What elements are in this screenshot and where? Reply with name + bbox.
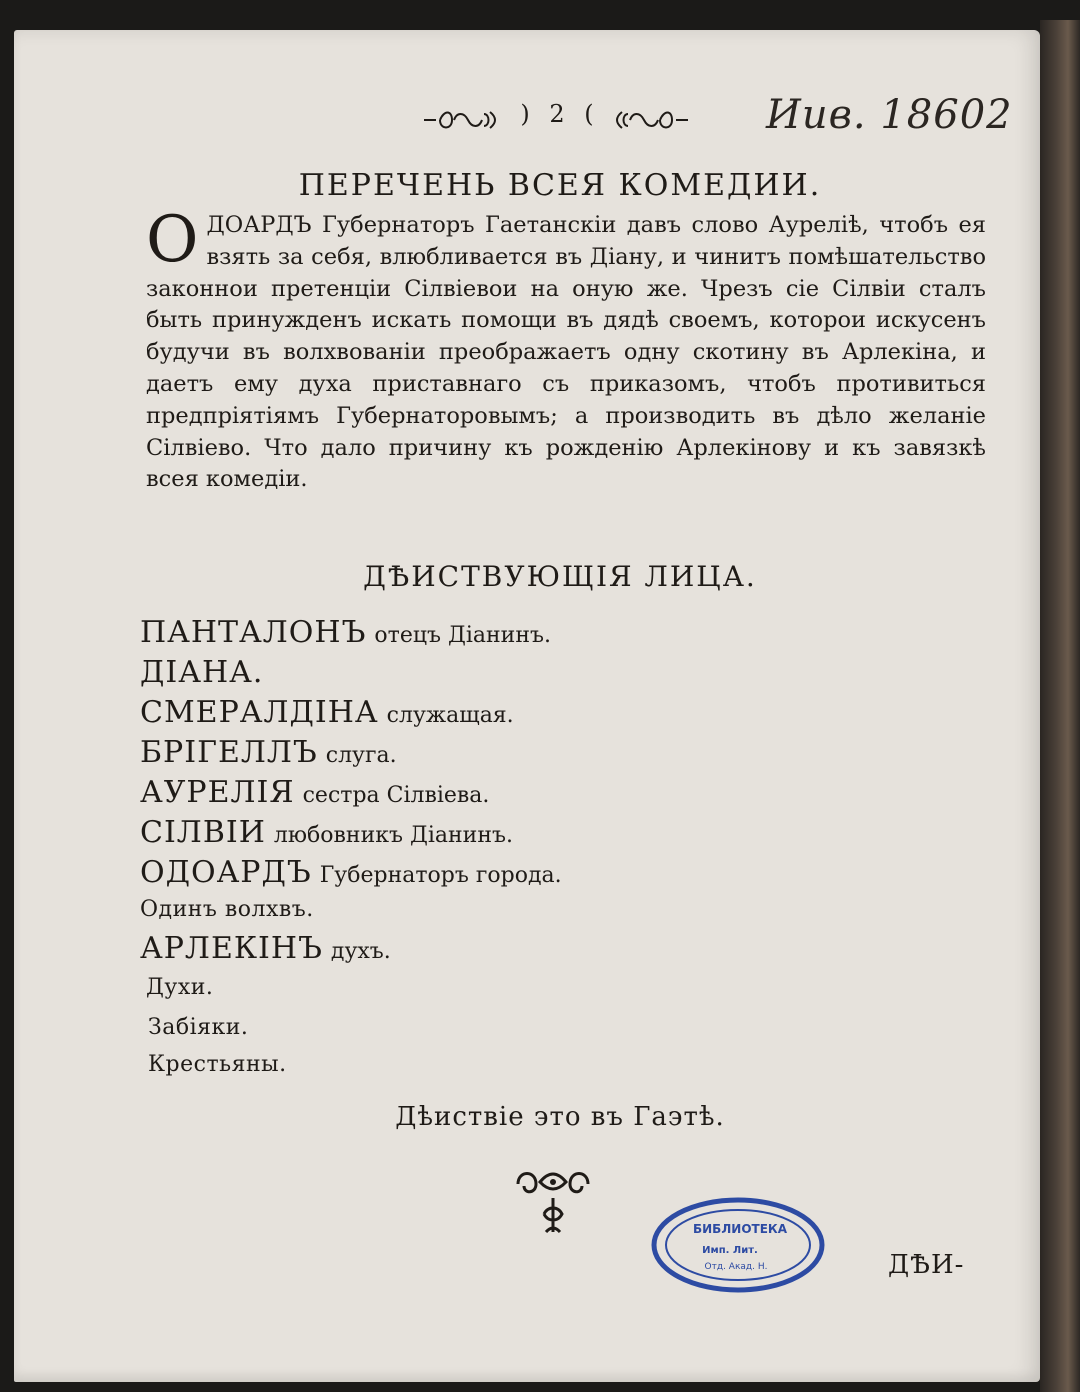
role-name: СМЕРАЛДIНА	[140, 695, 379, 730]
drop-cap: О	[146, 203, 199, 277]
cast-entry	[140, 735, 397, 770]
role-name: Одинъ волхвъ.	[140, 897, 314, 922]
cast-entry	[146, 975, 213, 1000]
catchword: ДѢИ-	[888, 1250, 965, 1280]
role-description: отецъ Дiанинъ.	[374, 623, 551, 648]
page-number: ) 2 (	[520, 100, 600, 128]
book-binding-edge	[1040, 20, 1080, 1392]
role-name: Забiяки.	[148, 1015, 249, 1040]
tailpiece-ornament-icon	[508, 1162, 598, 1242]
cast-entry	[140, 775, 489, 810]
right-ornament-icon	[610, 108, 690, 132]
role-description: любовникъ Дiанинъ.	[273, 823, 513, 848]
setting-line: Дѣиствiе это въ Гаэтѣ.	[395, 1102, 725, 1132]
cast-entry	[148, 1052, 287, 1077]
cast-entry	[140, 897, 322, 922]
cast-entry	[140, 615, 551, 650]
stamp-line-2: Имп. Лит.	[702, 1245, 758, 1256]
role-description: служащая.	[386, 703, 514, 728]
page-title: ПЕРЕЧЕНЬ ВСЕЯ КОМЕДИИ.	[298, 168, 822, 203]
cast-heading: ДѢИСТВУЮЩIЯ ЛИЦА.	[363, 560, 757, 593]
role-name: АУРЕЛIЯ	[140, 775, 295, 810]
stamp-line-1: БИБЛИОТЕКА	[692, 1222, 788, 1236]
argument-text: ДОАРДЪ Губернаторъ Гаетанскiи давъ слово Аурелiѣ, чтобъ ея взять за себя, влюбливается въ Дiану, и чинитъ помѣшательство законнои претенцiи Сiлвiевои на оную же. Чрезъ сiе Сiлвiи сталъ быть принужденъ искать помощи въ дядѣ своемъ, которои искусенъ будучи въ волхвованiи преображаетъ одну скотину въ Арлекiна, и даетъ ему духа приставнаго съ приказомъ, чтобъ противиться предпрiятiямъ Губернаторовымъ; а производить въ дѣло желанiе Сiлвiево. Что дало причину къ рожденiю Арлекiнову и къ завязкѣ всея комедiи.	[146, 212, 986, 493]
cast-entry	[140, 695, 514, 730]
role-name: Крестьяны.	[148, 1052, 287, 1077]
page-header	[410, 100, 710, 140]
cast-entry	[148, 1015, 248, 1040]
role-name: СIЛВIИ	[140, 815, 266, 850]
library-stamp-icon	[648, 1195, 828, 1295]
role-description: Губернаторъ города.	[319, 863, 562, 888]
role-name: АРЛЕКIНЪ	[140, 931, 323, 966]
role-name: ПАНТАЛОНЪ	[140, 615, 367, 650]
handwritten-shelfmark: Иив. 18602	[766, 92, 1013, 138]
cast-entry	[140, 931, 391, 966]
stamp-line-3: Отд. Акад. Н.	[704, 1262, 768, 1272]
role-name: БРIГЕЛЛЪ	[140, 735, 318, 770]
role-description: духъ.	[330, 939, 391, 964]
cast-entry	[140, 815, 513, 850]
cast-entry	[140, 655, 271, 690]
role-description: сестра Сiлвiева.	[302, 783, 490, 808]
role-name: ДIАНА.	[140, 655, 264, 690]
role-name: ОДОАРДЪ	[140, 855, 312, 890]
role-description: слуга.	[325, 743, 397, 768]
argument-paragraph	[146, 203, 986, 496]
cast-entry	[140, 855, 562, 890]
role-name: Духи.	[146, 975, 214, 1000]
left-ornament-icon	[422, 108, 502, 132]
